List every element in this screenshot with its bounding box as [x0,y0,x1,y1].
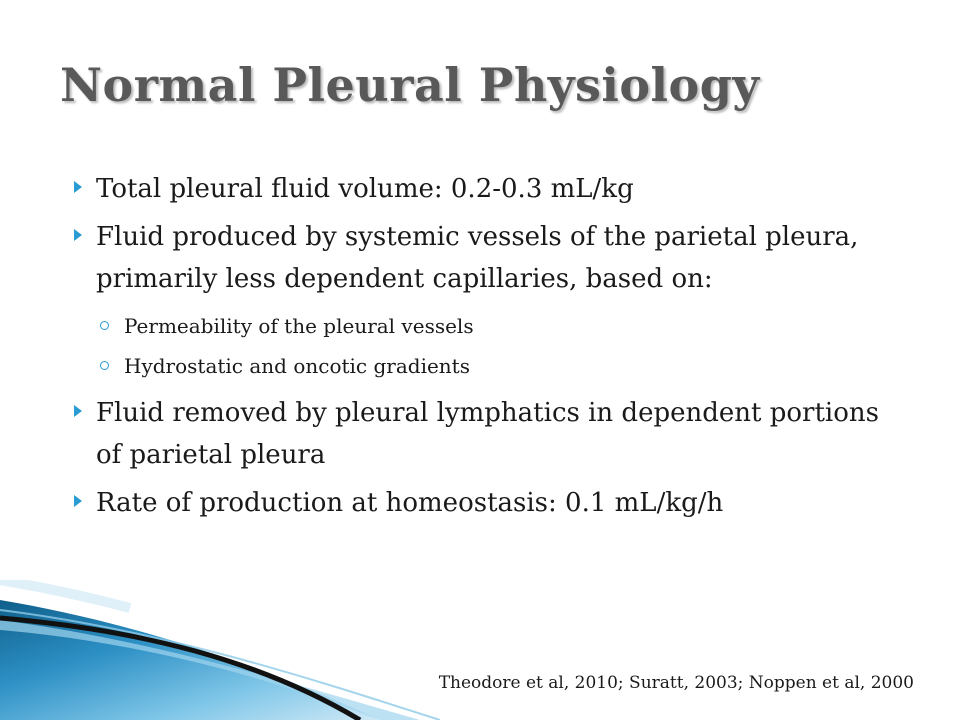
bullet-list [72,168,892,530]
sub-bullet-item [72,346,892,386]
bullet-item [72,392,892,476]
circle-bullet-icon [100,361,109,370]
bullet-item [72,216,892,300]
triangle-bullet-icon [74,181,82,193]
sub-bullet-item [72,306,892,346]
triangle-bullet-icon [74,229,82,241]
bullet-text: Total pleural fluid volume: 0.2-0.3 mL/kg [96,174,634,204]
triangle-bullet-icon [74,495,82,507]
bullet-item [72,482,892,524]
citation: Theodore et al, 2010; Suratt, 2003; Noppen et al, 2000 [438,673,914,693]
slide-title: Normal Pleural Physiology [60,58,760,112]
circle-bullet-icon [100,321,109,330]
sub-bullet-text: Permeability of the pleural vessels [124,314,474,338]
bullet-text: Rate of production at homeostasis: 0.1 mL/kg/h [96,488,724,518]
triangle-bullet-icon [74,405,82,417]
wave-decoration [0,580,960,720]
bullet-text: Fluid produced by systemic vessels of the parietal pleura, primarily less dependent capillaries, based on: [96,222,859,294]
bullet-item [72,168,892,210]
sub-bullet-text: Hydrostatic and oncotic gradients [124,354,470,378]
bullet-text: Fluid removed by pleural lymphatics in dependent portions of parietal pleura [96,398,879,470]
